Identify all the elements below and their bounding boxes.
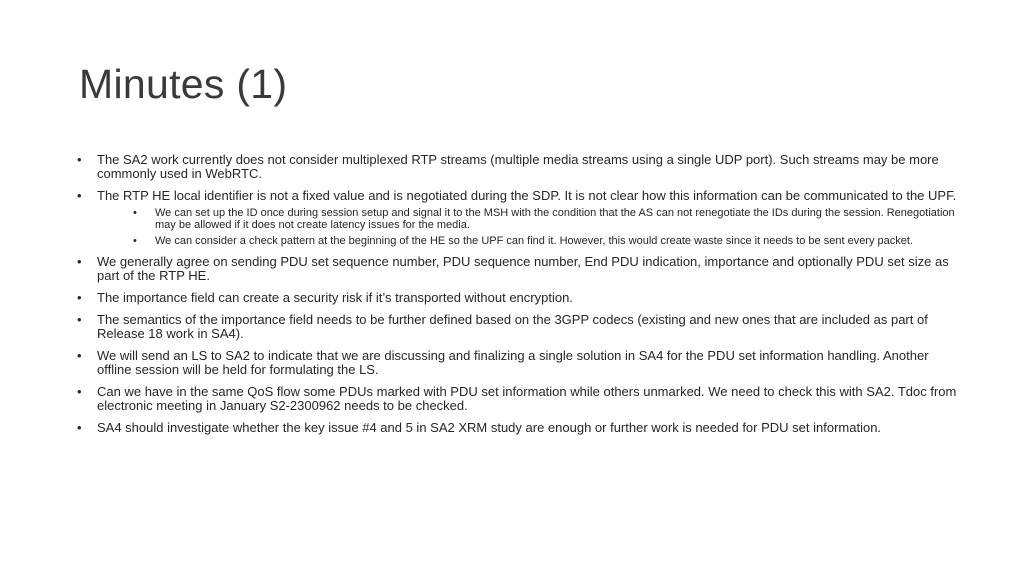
- sub-bullet-text: We can consider a check pattern at the beginning of the HE so the UPF can find it. However, this would create waste since it needs to be sent every packet.: [155, 235, 913, 247]
- bullet-text: We generally agree on sending PDU set sequence number, PDU sequence number, End PDU indication, importance and optionally PDU set size as part of the RTP HE.: [97, 254, 949, 283]
- bullet-item: [77, 349, 957, 377]
- bullet-icon: •: [77, 312, 82, 327]
- bullet-list: [77, 153, 957, 435]
- bullet-item: [77, 189, 957, 247]
- bullet-icon: •: [77, 348, 82, 363]
- bullet-text: The semantics of the importance field needs to be further defined based on the 3GPP codecs (existing and new ones that are included as part of Release 18 work in SA4).: [97, 312, 928, 341]
- bullet-item: [77, 291, 957, 305]
- bullet-text: The RTP HE local identifier is not a fixed value and is negotiated during the SDP. It is not clear how this information can be communicated to the UPF.: [97, 188, 957, 203]
- bullet-icon: •: [77, 152, 82, 167]
- bullet-icon: •: [77, 384, 82, 399]
- bullet-item: [77, 313, 957, 341]
- bullet-text: The SA2 work currently does not consider multiplexed RTP streams (multiple media streams using a single UDP port). Such streams may be more commonly used in WebRTC.: [97, 152, 939, 181]
- bullet-text: SA4 should investigate whether the key issue #4 and 5 in SA2 XRM study are enough or further work is needed for PDU set information.: [97, 420, 882, 435]
- sub-bullet-item: [117, 235, 957, 247]
- bullet-icon: •: [77, 420, 82, 435]
- bullet-icon: •: [77, 188, 82, 203]
- sub-bullet-item: [117, 207, 957, 231]
- bullet-text: Can we have in the same QoS flow some PDUs marked with PDU set information while others unmarked. We need to check this with SA2. Tdoc from electronic meeting in January S2-2300962 needs to be checked.: [97, 384, 957, 413]
- bullet-text: We will send an LS to SA2 to indicate that we are discussing and finalizing a single solution in SA4 for the PDU set information handling. Another offline session will be held for formulating the LS.: [97, 348, 929, 377]
- bullet-item: [77, 153, 957, 181]
- bullet-item: [77, 385, 957, 413]
- sub-bullet-icon: •: [133, 207, 137, 219]
- bullet-icon: •: [77, 254, 82, 269]
- slide-content: [77, 153, 957, 443]
- bullet-text: The importance field can create a security risk if it’s transported without encryption.: [97, 290, 573, 305]
- sub-bullet-icon: •: [133, 235, 137, 247]
- slide-title: Minutes (1): [79, 61, 288, 107]
- sub-bullet-list: [97, 207, 957, 247]
- sub-bullet-text: We can set up the ID once during session setup and signal it to the MSH with the condition that the AS can not renegotiate the IDs during the session. Renegotiation may be allowed if it does not create latency issues for the media.: [155, 207, 955, 231]
- bullet-item: [77, 421, 957, 435]
- bullet-item: [77, 255, 957, 283]
- bullet-icon: •: [77, 290, 82, 305]
